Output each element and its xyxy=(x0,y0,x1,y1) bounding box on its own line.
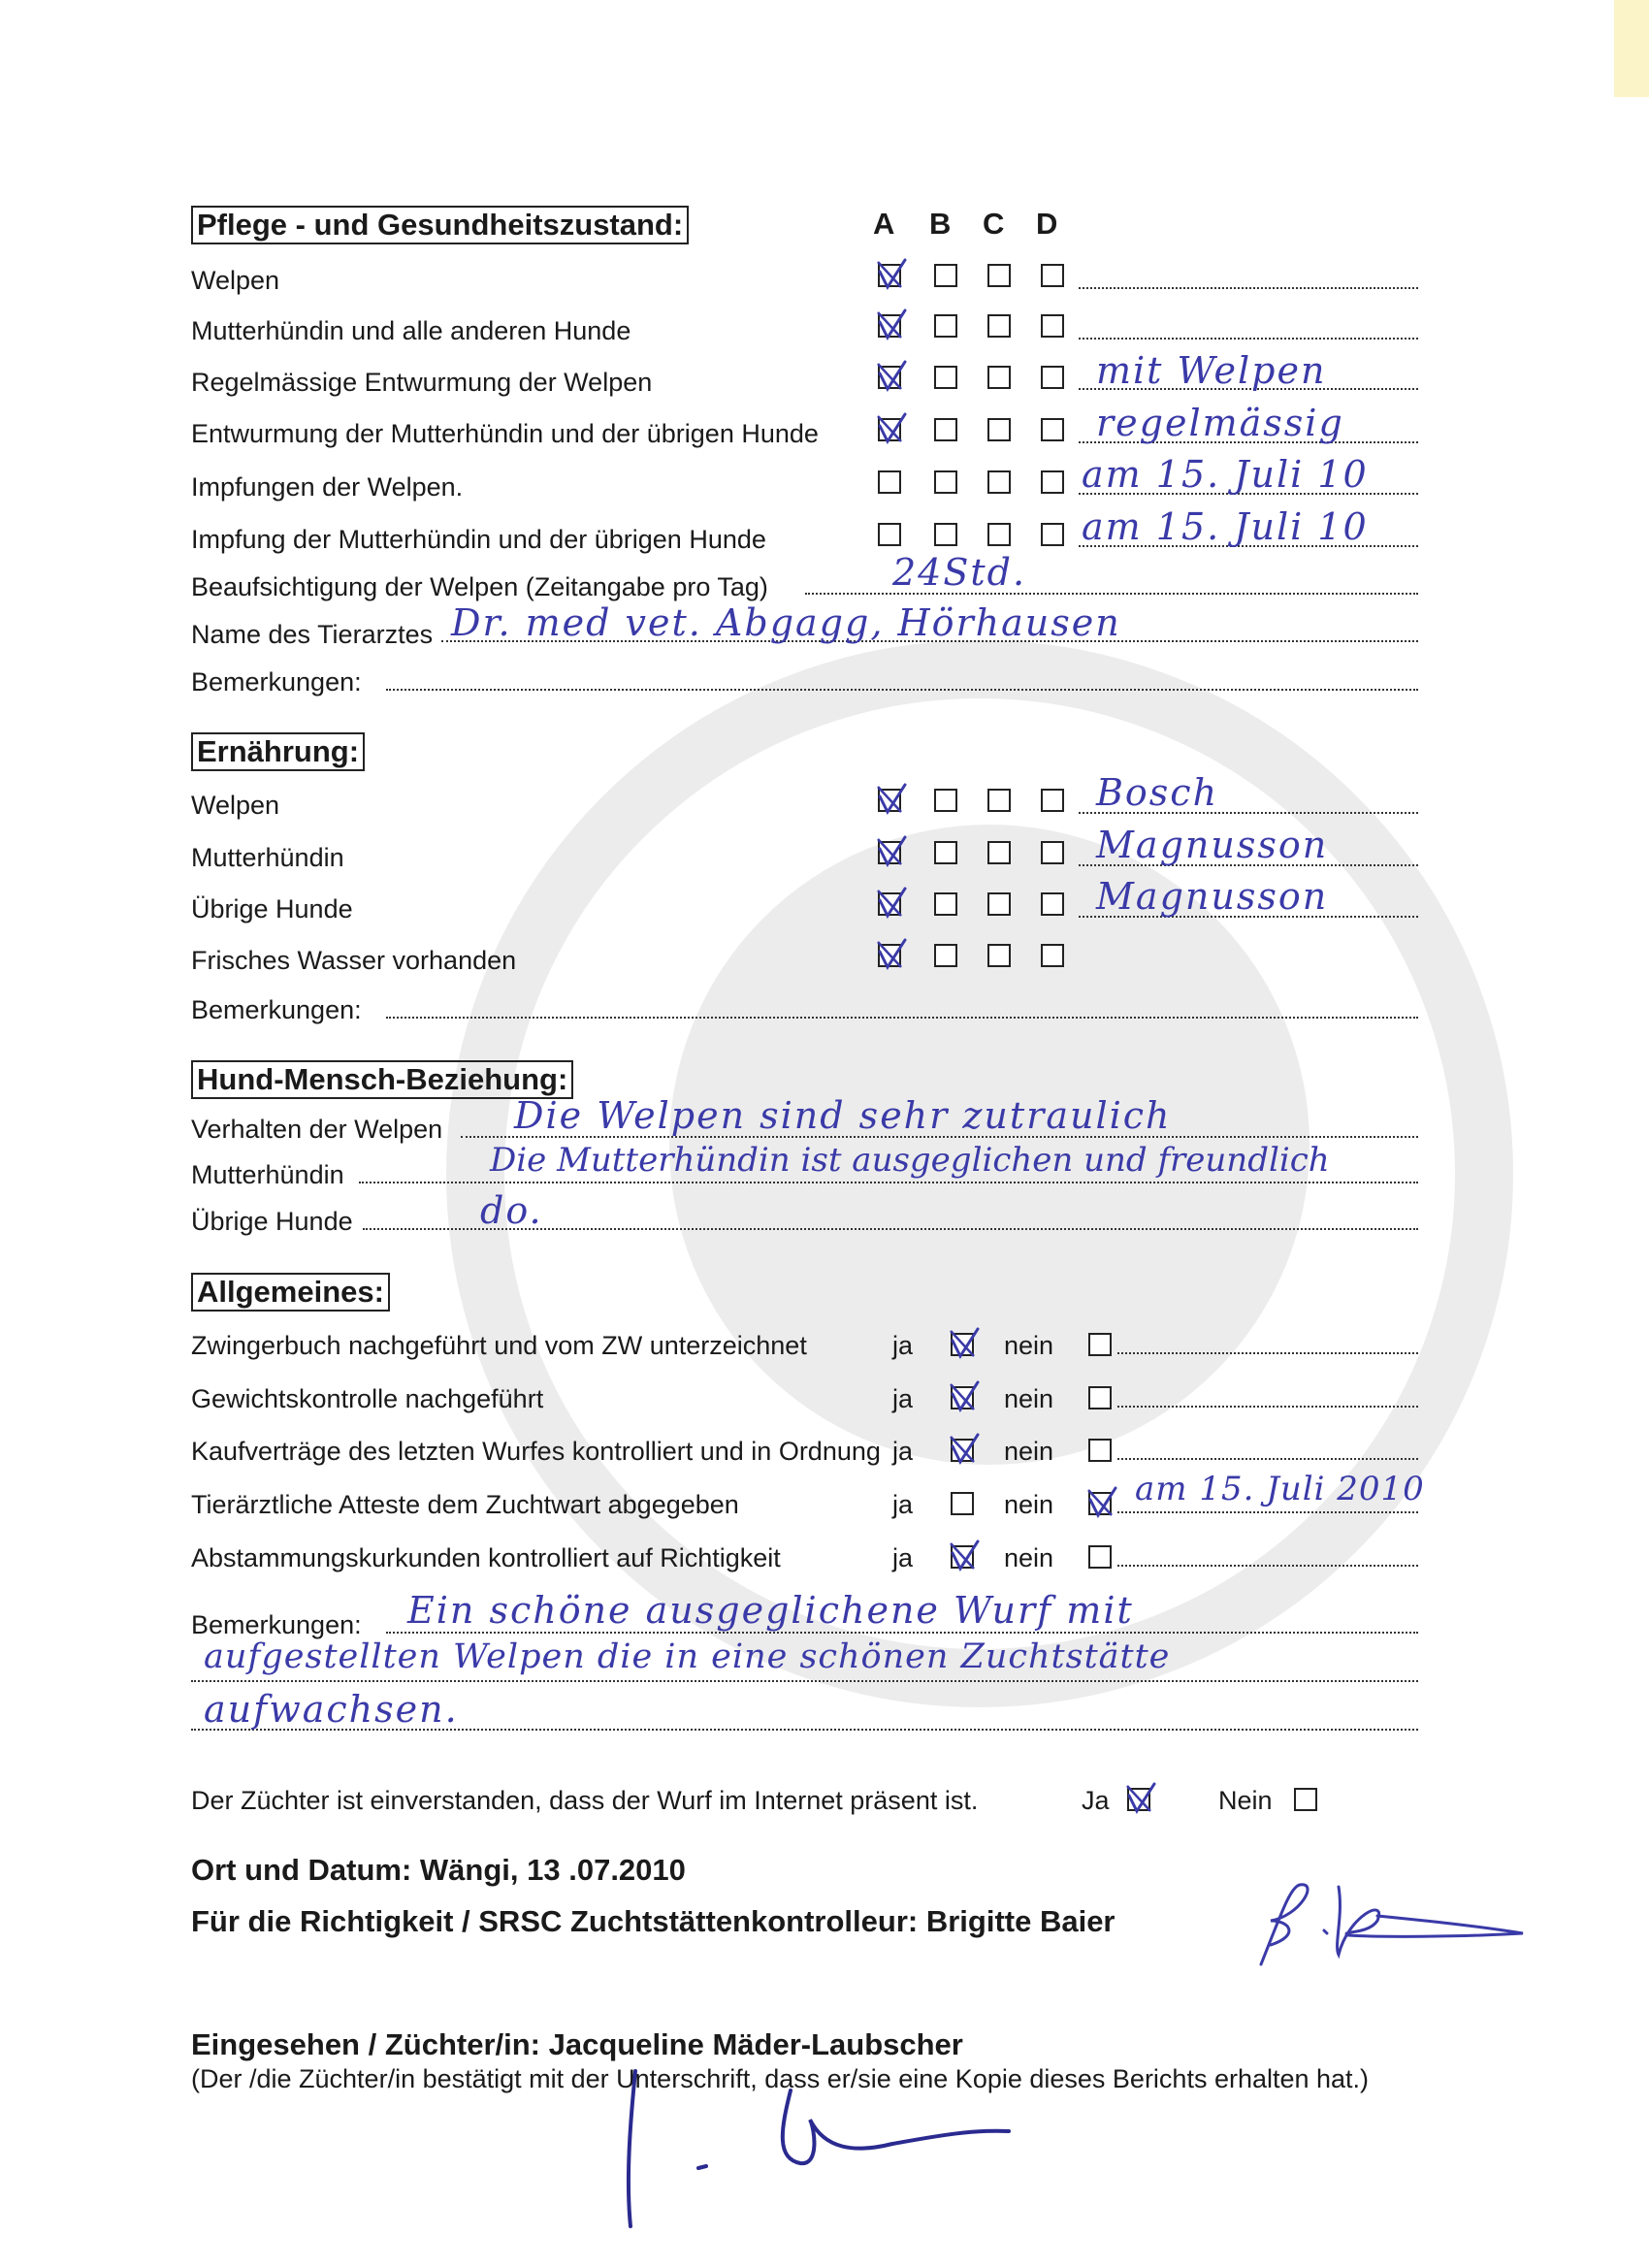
handwritten-note: am 15. Juli 10 xyxy=(1082,453,1369,496)
allgemeines-row-label: Gewichtskontrolle nachgeführt xyxy=(191,1384,544,1413)
checkbox-a[interactable] xyxy=(878,264,901,287)
checkbox-d[interactable] xyxy=(1041,314,1064,338)
ernaehrung-row-label: Mutterhündin xyxy=(191,843,344,872)
checkbox-a[interactable] xyxy=(878,789,901,812)
check-mark-icon xyxy=(874,835,907,870)
remarks-label: Bemerkungen: xyxy=(191,667,362,697)
dotted-line xyxy=(1117,1458,1418,1460)
checkbox-b[interactable] xyxy=(934,892,957,916)
yes-label: ja xyxy=(892,1437,914,1466)
handwritten-note: am 15. Juli 10 xyxy=(1082,505,1369,548)
handwritten-note: Magnusson xyxy=(1096,875,1329,918)
breeder-note: (Der /die Züchter/in bestätigt mit der Unterschrift, dass er/sie eine Kopie dieses Berichts erhalten hat.) xyxy=(191,2064,1370,2093)
beziehung-row-label: Verhalten der Welpen xyxy=(191,1115,443,1144)
dotted-line xyxy=(1117,1406,1418,1408)
checkbox-nein[interactable] xyxy=(1088,1333,1112,1356)
controller-signature xyxy=(1232,1877,1542,1974)
allgemeines-row-label: Zwingerbuch nachgeführt und vom ZW unterzeichnet xyxy=(191,1331,807,1360)
checkbox-d[interactable] xyxy=(1041,789,1064,812)
checkbox-a[interactable] xyxy=(878,314,901,338)
checkbox-b[interactable] xyxy=(934,944,957,967)
pflege-row-label: Regelmässige Entwurmung der Welpen xyxy=(191,368,653,397)
checkbox-c[interactable] xyxy=(987,366,1011,389)
column-header-c: C xyxy=(983,207,1005,241)
check-mark-icon xyxy=(874,258,907,293)
checkbox-a[interactable] xyxy=(878,523,901,546)
checkbox-ja[interactable] xyxy=(951,1386,974,1409)
remarks-label: Bemerkungen: xyxy=(191,1610,362,1639)
no-label: nein xyxy=(1004,1331,1054,1360)
allgemeines-row-label: Tierärztliche Atteste dem Zuchtwart abgegeben xyxy=(191,1490,739,1519)
checkbox-d[interactable] xyxy=(1041,264,1064,287)
paper-edge-stain xyxy=(1614,0,1649,97)
checkbox-d[interactable] xyxy=(1041,841,1064,864)
section-title-ernaehrung: Ernährung: xyxy=(191,732,365,771)
check-mark-icon xyxy=(947,1433,980,1468)
checkbox-nein[interactable] xyxy=(1088,1439,1112,1462)
yes-label: ja xyxy=(892,1543,914,1572)
handwritten-remark: aufgestellten Welpen die in eine schönen Zuchtstätte xyxy=(204,1637,1171,1676)
checkbox-ja[interactable] xyxy=(951,1492,974,1515)
checkbox-b[interactable] xyxy=(934,841,957,864)
pflege-row-label: Welpen xyxy=(191,266,280,295)
no-label: nein xyxy=(1004,1437,1054,1466)
check-mark-icon xyxy=(874,308,907,343)
check-mark-icon xyxy=(874,412,907,447)
handwritten-note: mit Welpen xyxy=(1096,349,1327,392)
checkbox-c[interactable] xyxy=(987,944,1011,967)
column-header-b: B xyxy=(929,207,952,241)
check-mark-icon xyxy=(874,938,907,973)
place-date: Ort und Datum: Wängi, 13 .07.2010 xyxy=(191,1853,686,1887)
no-label: nein xyxy=(1004,1384,1054,1413)
pflege-row-label: Impfungen der Welpen. xyxy=(191,472,464,502)
column-header-d: D xyxy=(1036,207,1058,241)
checkbox-a[interactable] xyxy=(878,841,901,864)
checkbox-nein[interactable] xyxy=(1088,1545,1112,1569)
dotted-line xyxy=(386,1632,1418,1634)
checkbox-d[interactable] xyxy=(1041,418,1064,441)
dotted-line xyxy=(1079,338,1418,340)
no-label: nein xyxy=(1004,1490,1054,1519)
handwritten-remark: aufwachsen. xyxy=(204,1688,459,1731)
controller-line: Für die Richtigkeit / SRSC Zuchtstättenkontrolleur: Brigitte Baier xyxy=(191,1904,1116,1938)
checkbox-a[interactable] xyxy=(878,366,901,389)
checkbox-c[interactable] xyxy=(987,470,1011,494)
check-mark-icon xyxy=(1084,1486,1117,1521)
handwritten-note: Die Welpen sind sehr zutraulich xyxy=(514,1094,1172,1137)
handwritten-note: Die Mutterhündin ist ausgeglichen und freundlich xyxy=(490,1141,1330,1180)
supervision-label: Beaufsichtigung der Welpen (Zeitangabe pro Tag) xyxy=(191,572,768,601)
checkbox-b[interactable] xyxy=(934,523,957,546)
handwritten-note: regelmässig xyxy=(1096,402,1344,444)
checkbox-c[interactable] xyxy=(987,892,1011,916)
checkbox-ja[interactable] xyxy=(951,1545,974,1569)
breeder-line: Eingesehen / Züchter/in: Jacqueline Mäder-Laubscher xyxy=(191,2027,963,2061)
allgemeines-row-label: Abstammungskurkunden kontrolliert auf Richtigkeit xyxy=(191,1543,781,1572)
checkbox-b[interactable] xyxy=(934,264,957,287)
handwritten-supervision: 24Std. xyxy=(892,551,1027,594)
allgemeines-row-label: Kaufverträge des letzten Wurfes kontrolliert und in Ordnung xyxy=(191,1437,881,1466)
beziehung-row-label: Mutterhündin xyxy=(191,1160,344,1189)
handwritten-note: Bosch xyxy=(1096,771,1219,814)
checkbox-c[interactable] xyxy=(987,314,1011,338)
checkbox-ja[interactable] xyxy=(951,1439,974,1462)
no-label: nein xyxy=(1004,1543,1054,1572)
checkbox-d[interactable] xyxy=(1041,892,1064,916)
handwritten-vet: Dr. med vet. Abgagg, Hörhausen xyxy=(451,601,1121,644)
checkbox-b[interactable] xyxy=(934,366,957,389)
checkbox-a[interactable] xyxy=(878,470,901,494)
vet-label: Name des Tierarztes xyxy=(191,620,434,649)
pflege-row-label: Mutterhündin und alle anderen Hunde xyxy=(191,316,631,345)
checkbox-nein[interactable] xyxy=(1088,1386,1112,1409)
checkbox-b[interactable] xyxy=(934,418,957,441)
dotted-line xyxy=(1117,1511,1418,1513)
checkbox-c[interactable] xyxy=(987,264,1011,287)
checkbox-internet-nein[interactable] xyxy=(1294,1788,1317,1811)
checkbox-d[interactable] xyxy=(1041,366,1064,389)
dotted-line xyxy=(1117,1565,1418,1567)
checkbox-d[interactable] xyxy=(1041,470,1064,494)
handwritten-note: do. xyxy=(480,1189,543,1232)
internet-no-label: Nein xyxy=(1218,1786,1273,1815)
pflege-row-label: Impfung der Mutterhündin und der übrigen Hunde xyxy=(191,525,766,554)
handwritten-note: Magnusson xyxy=(1096,824,1329,866)
check-mark-icon xyxy=(874,887,907,922)
ernaehrung-row-label: Frisches Wasser vorhanden xyxy=(191,946,517,975)
checkbox-c[interactable] xyxy=(987,523,1011,546)
handwritten-remark: Ein schöne ausgeglichene Wurf mit xyxy=(407,1589,1134,1632)
checkbox-internet-ja[interactable] xyxy=(1127,1788,1150,1811)
ernaehrung-row-label: Welpen xyxy=(191,791,280,820)
section-title-beziehung: Hund-Mensch-Beziehung: xyxy=(191,1060,573,1099)
beziehung-row-label: Übrige Hunde xyxy=(191,1207,353,1236)
yes-label: ja xyxy=(892,1490,914,1519)
yes-label: ja xyxy=(892,1384,914,1413)
remarks-label: Bemerkungen: xyxy=(191,995,362,1024)
pflege-row-label: Entwurmung der Mutterhündin und der übrigen Hunde xyxy=(191,419,819,448)
internet-consent-text: Der Züchter ist einverstanden, dass der Wurf im Internet präsent ist. xyxy=(191,1786,979,1815)
check-mark-icon xyxy=(874,783,907,818)
check-mark-icon xyxy=(874,360,907,395)
check-mark-icon xyxy=(1123,1782,1156,1817)
section-title-pflege: Pflege - und Gesundheitszustand: xyxy=(191,206,689,244)
checkbox-c[interactable] xyxy=(987,418,1011,441)
dotted-line xyxy=(359,1182,1418,1183)
checkbox-d[interactable] xyxy=(1041,944,1064,967)
dotted-line xyxy=(1117,1352,1418,1354)
check-mark-icon xyxy=(947,1380,980,1415)
check-mark-icon xyxy=(947,1327,980,1362)
dotted-line xyxy=(386,689,1418,691)
yes-label: ja xyxy=(892,1331,914,1360)
handwritten-note: am 15. Juli 2010 xyxy=(1135,1470,1425,1508)
ernaehrung-row-label: Übrige Hunde xyxy=(191,894,353,923)
checkbox-b[interactable] xyxy=(934,789,957,812)
checkbox-a[interactable] xyxy=(878,944,901,967)
checkbox-b[interactable] xyxy=(934,314,957,338)
dotted-line xyxy=(1079,287,1418,289)
checkbox-d[interactable] xyxy=(1041,523,1064,546)
internet-yes-label: Ja xyxy=(1082,1786,1110,1815)
checkbox-ja[interactable] xyxy=(951,1333,974,1356)
checkbox-nein[interactable] xyxy=(1088,1492,1112,1515)
column-header-a: A xyxy=(873,207,895,241)
checkbox-c[interactable] xyxy=(987,841,1011,864)
checkbox-a[interactable] xyxy=(878,418,901,441)
dotted-line xyxy=(386,1017,1418,1019)
checkbox-a[interactable] xyxy=(878,892,901,916)
checkbox-b[interactable] xyxy=(934,470,957,494)
section-title-allgemeines: Allgemeines: xyxy=(191,1273,390,1312)
checkbox-c[interactable] xyxy=(987,789,1011,812)
check-mark-icon xyxy=(947,1539,980,1574)
dotted-line xyxy=(191,1680,1418,1682)
breeder-signature xyxy=(601,2061,1067,2236)
